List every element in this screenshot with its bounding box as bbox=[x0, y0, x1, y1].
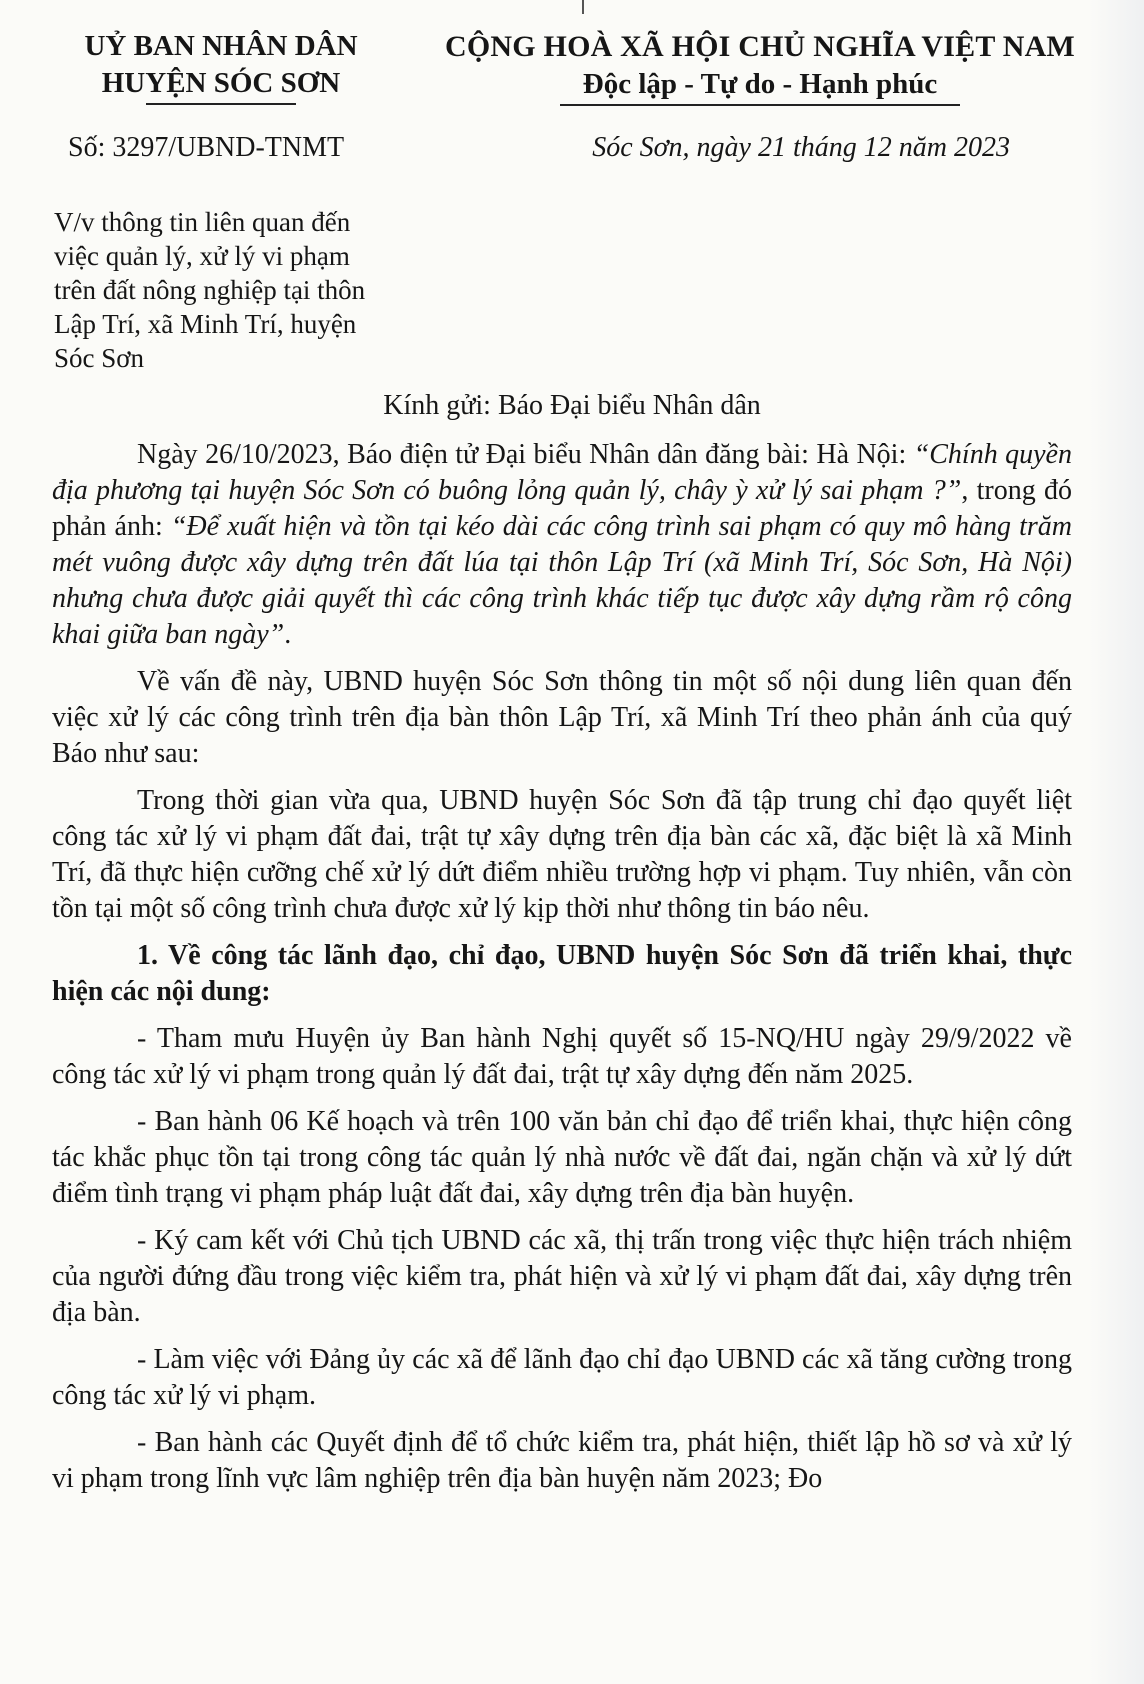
subject-summary bbox=[54, 205, 414, 375]
page-edge-shadow bbox=[1090, 0, 1144, 1684]
recipient-line: Kính gửi: Báo Đại biểu Nhân dân bbox=[383, 390, 761, 421]
national-motto: Độc lập - Tự do - Hạnh phúc bbox=[582, 68, 938, 100]
national-name: CỘNG HOÀ XÃ HỘI CHỦ NGHĨA VIỆT NAM bbox=[445, 30, 1075, 63]
authority-underline bbox=[146, 103, 296, 105]
intro-text: Ngày 26/10/2023, Báo điện tử Đại biểu Nhân dân đăng bài: Hà Nội: bbox=[137, 439, 914, 470]
intro-text: . bbox=[284, 619, 292, 650]
article-content-quote: “Để xuất hiện và tồn tại kéo dài các công trình sai phạm có quy mô hàng trăm mét vuông được xây dựng trên đất lúa tại thôn Lập Trí (xã Minh Trí, Sóc Sơn, Hà Nội) nhưng chưa được giải quyết thì các công trình khác tiếp tục được xây dựng rầm rộ công khai giữa ban ngày” bbox=[52, 511, 1072, 650]
bullet-item: - Làm việc với Đảng ủy các xã để lãnh đạo chỉ đạo UBND các xã tăng cường trong công tác xử lý vi phạm. bbox=[52, 1344, 1072, 1411]
document-body bbox=[52, 437, 1072, 1508]
bullet-item: - Ban hành 06 Kế hoạch và trên 100 văn bản chỉ đạo để triển khai, thực hiện công tác khắc phục tồn tại trong công tác quản lý nhà nước về đất đai, ngăn chặn và xử lý dứt điểm tình trạng vi phạm pháp luật đất đai, xây dựng trên địa bàn huyện. bbox=[52, 1106, 1072, 1209]
paragraph-intro bbox=[52, 437, 1072, 653]
paragraph-context: Trong thời gian vừa qua, UBND huyện Sóc Sơn đã tập trung chỉ đạo quyết liệt công tác xử lý vi phạm đất đai, trật tự xây dựng trên địa bàn các xã, đặc biệt là xã Minh Trí, đã thực hiện cưỡng chế xử lý dứt điểm nhiều trường hợp vi phạm. Tuy nhiên, vẫn còn tồn tại một số công trình chưa được xử lý kịp thời như thông tin báo nêu. bbox=[52, 785, 1072, 924]
scan-mark bbox=[582, 0, 584, 14]
subject-line: trên đất nông nghiệp tại thôn bbox=[54, 275, 366, 305]
authority-line-2: HUYỆN SÓC SƠN bbox=[101, 67, 341, 99]
subject-line: V/v thông tin liên quan đến bbox=[54, 207, 351, 237]
subject-line: việc quản lý, xử lý vi phạm bbox=[54, 241, 350, 271]
bullet-item: - Tham mưu Huyện ủy Ban hành Nghị quyết số 15-NQ/HU ngày 29/9/2022 về công tác xử lý vi phạm trong quản lý đất đai, trật tự xây dựng đến năm 2025. bbox=[52, 1023, 1072, 1090]
authority-line-1: UỶ BAN NHÂN DÂN bbox=[84, 30, 358, 62]
national-heading bbox=[420, 28, 1100, 106]
paragraph-response: Về vấn đề này, UBND huyện Sóc Sơn thông tin một số nội dung liên quan đến việc xử lý các công trình trên địa bàn thôn Lập Trí, xã Minh Trí theo phản ánh của quý Báo như sau: bbox=[52, 666, 1072, 769]
intro-text: , trong đó phản ánh: bbox=[52, 475, 1072, 542]
issuing-authority bbox=[56, 28, 386, 105]
subject-line: Lập Trí, xã Minh Trí, huyện bbox=[54, 309, 357, 339]
document-number: Số: 3297/UBND-TNMT bbox=[68, 132, 345, 163]
article-title-quote: “Chính quyền địa phương tại huyện Sóc Sơn có buông lỏng quản lý, chây ỳ xử lý sai phạm ?” bbox=[52, 439, 1072, 506]
section-heading-1: 1. Về công tác lãnh đạo, chỉ đạo, UBND huyện Sóc Sơn đã triển khai, thực hiện các nội dung: bbox=[52, 940, 1072, 1007]
bullet-item: - Ký cam kết với Chủ tịch UBND các xã, thị trấn trong việc thực hiện trách nhiệm của người đứng đầu trong việc kiểm tra, phát hiện và xử lý vi phạm đất đai, xây dựng trên địa bàn. bbox=[52, 1225, 1072, 1328]
motto-underline bbox=[560, 104, 960, 106]
place-and-date: Sóc Sơn, ngày 21 tháng 12 năm 2023 bbox=[592, 132, 1010, 163]
bullet-item: - Ban hành các Quyết định để tổ chức kiểm tra, phát hiện, thiết lập hồ sơ và xử lý vi phạm trong lĩnh vực lâm nghiệp trên địa bàn huyện năm 2023; Đo bbox=[52, 1427, 1072, 1494]
subject-line: Sóc Sơn bbox=[54, 343, 145, 373]
